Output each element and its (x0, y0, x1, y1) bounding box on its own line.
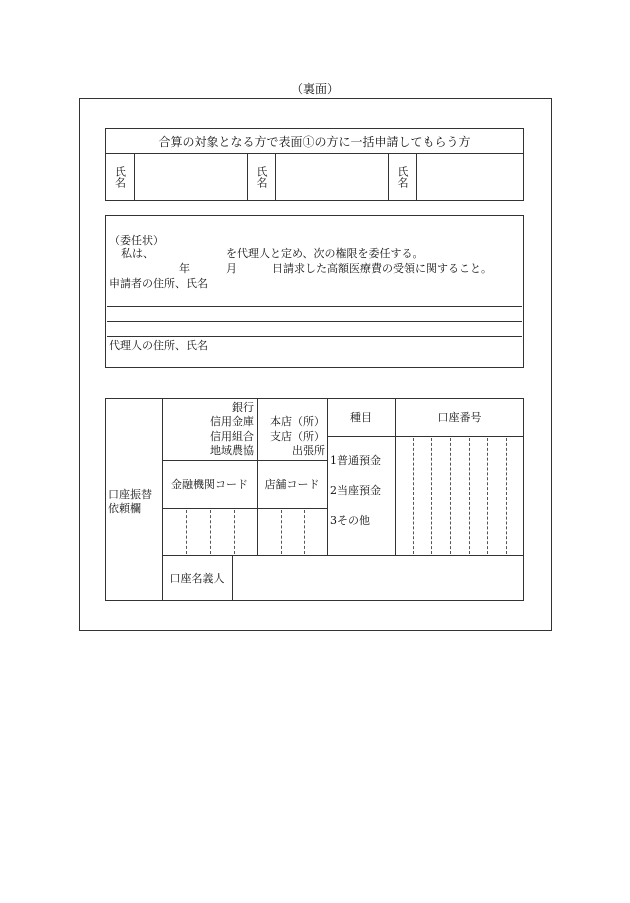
bank-type-bank: 銀行 (232, 401, 254, 414)
proxy-line1-prefix: 私は、 (121, 247, 154, 260)
applicant-address-label: 申請者の住所、氏名 (109, 277, 208, 290)
account-type-other[interactable]: 3その他 (330, 514, 370, 527)
account-type-current[interactable]: 2当座預金 (330, 484, 381, 497)
name-field-2[interactable] (276, 154, 389, 201)
name-label-3: 氏名 (396, 166, 409, 188)
bank-code-field[interactable] (163, 509, 256, 554)
account-type-header: 種目 (350, 411, 372, 424)
account-section-title-1: 口座振替 (108, 488, 152, 501)
account-number-field[interactable] (396, 437, 523, 554)
applicant-write-line-3[interactable] (107, 336, 522, 337)
proxy-heading: （委任状） (109, 234, 164, 247)
branch-type-office: 出張所 (292, 444, 325, 457)
branch-type-branch: 支店（所） (270, 430, 325, 443)
batch-application-table (105, 128, 524, 201)
proxy-month-label: 月 (226, 262, 237, 275)
branch-code-label: 店舗コード (264, 478, 320, 491)
agent-address-label: 代理人の住所、氏名 (109, 339, 208, 352)
page-side-label: （裏面） (290, 82, 339, 96)
bank-type-nokyo: 地域農協 (210, 444, 254, 457)
account-number-header: 口座番号 (437, 411, 482, 424)
name-label-2: 氏名 (255, 166, 268, 188)
batch-section-title: 合算の対象となる方で表面①の方に一括申請してもらう方 (106, 129, 524, 154)
applicant-write-line-1[interactable] (107, 306, 522, 307)
name-field-1[interactable] (135, 154, 248, 201)
proxy-year-label: 年 (179, 262, 190, 275)
bank-type-shinkin: 信用金庫 (210, 415, 254, 428)
account-type-ordinary[interactable]: 1普通預金 (330, 454, 381, 467)
applicant-write-line-2[interactable] (107, 321, 522, 322)
branch-type-head: 本店（所） (270, 415, 325, 428)
proxy-line2-suffix: 日請求した高額医療費の受領に関すること。 (272, 262, 492, 275)
name-field-3[interactable] (417, 154, 524, 201)
bank-code-label: 金融機関コード (171, 478, 248, 491)
account-holder-label: 口座名義人 (169, 572, 225, 585)
account-section-title-2: 依頼欄 (108, 502, 141, 515)
bank-name-field[interactable] (163, 399, 256, 459)
name-label-1: 氏名 (113, 166, 127, 188)
bank-type-shinkumi: 信用組合 (210, 430, 254, 443)
proxy-line1-suffix: を代理人と定め、次の権限を委任する。 (226, 247, 424, 260)
branch-code-field[interactable] (258, 509, 326, 554)
account-holder-field[interactable] (233, 556, 523, 600)
branch-name-field[interactable] (258, 399, 326, 459)
